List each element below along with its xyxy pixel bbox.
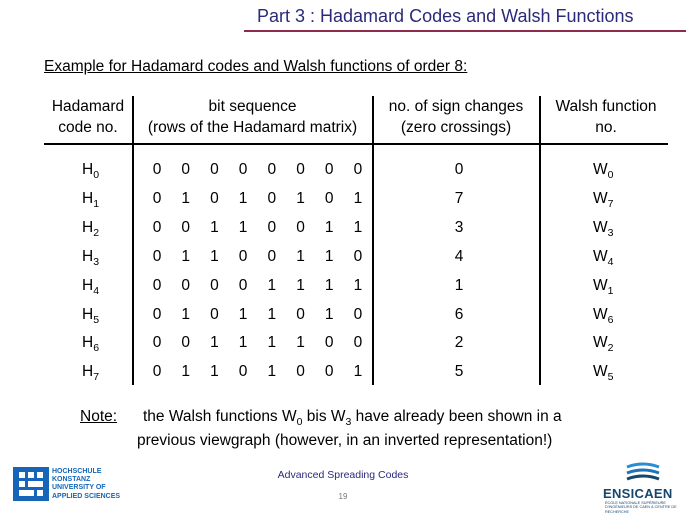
bit-cell: 0 <box>181 276 190 294</box>
bit-cell: 1 <box>296 189 305 207</box>
sign-change-count: 6 <box>454 305 464 323</box>
bit-cell: 1 <box>210 334 219 352</box>
hadamard-code-label: $H_0$ <box>82 161 100 181</box>
slide-subtitle: Example for Hadamard codes and Walsh functions of order 8: <box>44 58 468 75</box>
walsh-function-label: $W_7$ <box>593 189 614 210</box>
bit-cell: 1 <box>353 218 363 236</box>
hochschule-konstanz-logo-icon <box>13 467 49 501</box>
sign-change-count: 5 <box>454 363 464 381</box>
hadamard-code-label: $H_6$ <box>82 334 100 355</box>
hadamard-code-label: $H_3$ <box>82 247 100 268</box>
bit-cell: 1 <box>296 276 305 294</box>
hadamard-code-label: $H_7$ <box>82 363 100 384</box>
bit-cell: 0 <box>210 189 219 207</box>
hadamard-code-label: $H_2$ <box>82 218 100 239</box>
header-walsh-function: Walsh function no. <box>555 98 657 136</box>
bit-cell: 0 <box>238 247 248 265</box>
bit-cell: 0 <box>152 334 162 352</box>
bit-cell: 1 <box>210 363 219 381</box>
bit-cell: 1 <box>238 334 248 352</box>
bit-cell: 0 <box>267 247 277 265</box>
bit-cell: 1 <box>267 305 277 323</box>
note-line-1: the Walsh functions $W_0$ bis $W_3$ have already been shown in a <box>143 408 562 428</box>
bit-cell: 0 <box>152 218 162 236</box>
bit-cell: 0 <box>152 363 162 381</box>
bit-cell: 1 <box>181 189 190 207</box>
bit-cell: 1 <box>296 334 305 352</box>
title-rule <box>244 30 686 32</box>
bit-cell: 1 <box>210 247 219 265</box>
bit-cell: 1 <box>324 218 334 236</box>
bit-cell: 1 <box>353 276 363 294</box>
hochschule-konstanz-wordmark: HOCHSCHULE KONSTANZ UNIVERSITY OF APPLIED SCIENCES <box>52 468 121 500</box>
sign-change-count: 0 <box>454 161 464 178</box>
bit-cell: 0 <box>324 189 334 207</box>
bit-cell: 0 <box>210 161 219 178</box>
bit-cell: 1 <box>267 334 277 352</box>
footer-course-title: Advanced Spreading Codes <box>277 469 409 481</box>
header-code-no: Hadamard code no. <box>51 98 125 136</box>
column-divider-3 <box>539 96 541 385</box>
sign-change-count: 3 <box>454 218 464 236</box>
bit-cell: 0 <box>267 161 277 178</box>
column-divider-1 <box>132 96 134 385</box>
bit-cell: 0 <box>296 363 305 381</box>
slide-title: Part 3 : Hadamard Codes and Walsh Functions <box>257 6 634 26</box>
bit-cell: 0 <box>210 276 219 294</box>
bit-cell: 1 <box>267 363 277 381</box>
sign-change-count: 2 <box>454 334 464 352</box>
bit-cell: 0 <box>324 363 334 381</box>
bit-cell: 0 <box>181 334 190 352</box>
ensicaen-tagline: ÉCOLE NATIONALE SUPÉRIEURE D'INGÉNIEURS DE CAEN & CENTRE DE RECHERCHE <box>605 501 677 514</box>
bit-cell: 0 <box>353 247 363 265</box>
walsh-function-label: $W_6$ <box>593 305 614 326</box>
header-rule <box>44 143 668 145</box>
bit-cell: 0 <box>238 276 248 294</box>
bit-cell: 0 <box>267 189 277 207</box>
bit-cell: 0 <box>152 161 162 178</box>
note-label: Note: <box>80 408 118 425</box>
sign-change-count: 7 <box>454 189 464 207</box>
bit-cell: 0 <box>152 189 162 207</box>
bit-cell: 1 <box>238 189 248 207</box>
walsh-function-label: $W_5$ <box>593 363 614 384</box>
walsh-function-label: $W_2$ <box>593 334 614 355</box>
bit-cell: 1 <box>210 218 219 236</box>
walsh-function-label: $W_1$ <box>593 276 614 297</box>
ensicaen-logo-icon <box>625 461 661 485</box>
bit-cell: 0 <box>152 305 162 323</box>
bit-cell: 0 <box>210 305 219 323</box>
sign-change-count: 1 <box>454 276 464 294</box>
bit-cell: 0 <box>267 218 277 236</box>
bit-cell: 1 <box>353 363 363 381</box>
walsh-function-label: $W_0$ <box>593 161 614 181</box>
bit-cell: 1 <box>238 305 248 323</box>
bit-cell: 0 <box>296 305 305 323</box>
header-bit-sequence: bit sequence (rows of the Hadamard matrix) <box>147 98 358 136</box>
bit-cell: 0 <box>324 334 334 352</box>
bit-cell: 0 <box>181 161 190 178</box>
hadamard-code-label: $H_5$ <box>82 305 100 326</box>
bit-cell: 0 <box>296 161 305 178</box>
bit-cell: 0 <box>238 161 248 178</box>
bit-cell: 0 <box>152 276 162 294</box>
bit-cell: 0 <box>181 218 190 236</box>
bit-cell: 0 <box>296 218 305 236</box>
header-sign-changes: no. of sign changes (zero crossings) <box>388 98 524 136</box>
column-divider-2 <box>372 96 374 385</box>
bit-cell: 1 <box>181 247 190 265</box>
bit-cell: 0 <box>238 363 248 381</box>
bit-cell: 0 <box>353 161 363 178</box>
sign-change-count: 4 <box>454 247 464 265</box>
bit-cell: 1 <box>324 305 334 323</box>
bit-cell: 1 <box>181 305 190 323</box>
hadamard-code-label: $H_4$ <box>82 276 100 297</box>
page-number: 19 <box>338 492 348 501</box>
bit-cell: 0 <box>152 247 162 265</box>
bit-cell: 1 <box>267 276 277 294</box>
walsh-function-label: $W_3$ <box>593 218 614 239</box>
bit-cell: 1 <box>324 276 334 294</box>
bit-cell: 0 <box>353 334 363 352</box>
bit-cell: 1 <box>238 218 248 236</box>
note-line-2: previous viewgraph (however, in an inverted representation!) <box>137 432 553 449</box>
hadamard-code-label: $H_1$ <box>82 189 100 210</box>
bit-cell: 0 <box>353 305 363 323</box>
bit-cell: 0 <box>324 161 334 178</box>
bit-cell: 1 <box>324 247 334 265</box>
bit-cell: 1 <box>296 247 305 265</box>
ensicaen-wordmark: ENSICAEN <box>603 486 673 501</box>
bit-cell: 1 <box>181 363 190 381</box>
bit-cell: 1 <box>353 189 363 207</box>
walsh-function-label: $W_4$ <box>593 247 614 268</box>
